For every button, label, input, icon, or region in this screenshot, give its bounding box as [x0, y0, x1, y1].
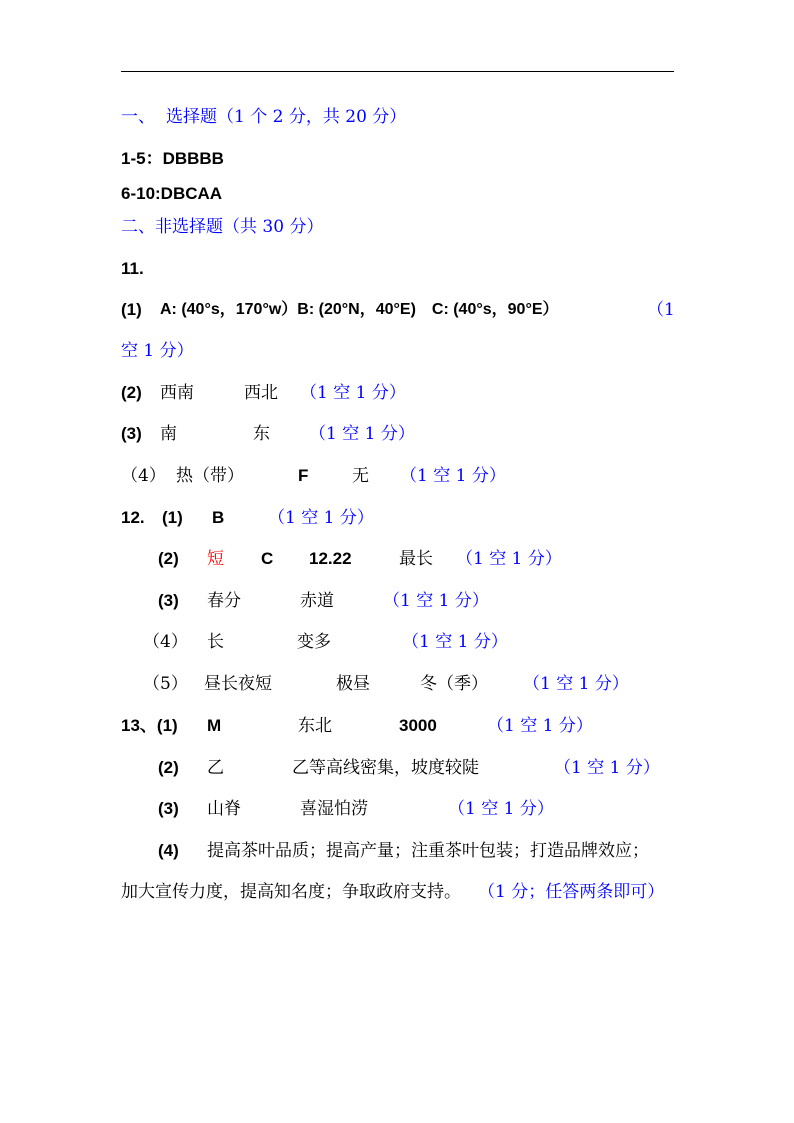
q12-p4-num: （4）	[143, 632, 188, 652]
q11-p2-num: (2)	[121, 383, 142, 402]
q11-label: 11.	[121, 259, 144, 278]
q13-p2-score: （1 空 1 分）	[554, 758, 660, 778]
q12-p2-a3: 12.22	[309, 549, 352, 568]
q11-p3-a1: 南	[160, 424, 177, 444]
q12-p5-a2: 极昼	[336, 674, 370, 694]
q13-p2-num: (2)	[158, 758, 179, 777]
q11-p4-num: （4）	[121, 466, 166, 486]
q12-p2-a2: C	[261, 549, 274, 568]
section1-title: 选择题（1 个 2 分，共 20 分）	[166, 107, 407, 127]
q12-p1-score: （1 空 1 分）	[268, 508, 374, 528]
q13-p4-num: (4)	[158, 841, 179, 860]
q12-p5-score: （1 空 1 分）	[523, 674, 629, 694]
q13-p2-a2: 乙等高线密集，坡度较陡	[292, 758, 479, 778]
q13-p3-score: （1 空 1 分）	[448, 799, 554, 819]
q11-p1-text: A: (40°s，170°w）B: (20°N，40°E) C: (40°s，90°E）	[160, 301, 559, 318]
q11-p2-a1: 西南	[160, 383, 194, 403]
q11-p2-a2: 西北	[244, 383, 278, 403]
q12-p4-a2: 变多	[297, 632, 331, 652]
section1-number: 一、	[121, 107, 155, 127]
q12-p4-a1: 长	[207, 632, 224, 652]
q12-p3-a2: 赤道	[300, 591, 334, 611]
q13-p1-score: （1 空 1 分）	[487, 716, 593, 736]
q12-p2-score: （1 空 1 分）	[456, 549, 562, 569]
q11-p2-score: （1 空 1 分）	[300, 383, 406, 403]
q12-p3-score: （1 空 1 分）	[383, 591, 489, 611]
q12-label: 12.	[121, 508, 145, 527]
q12-p1-a1: B	[212, 508, 225, 527]
q13-p1-a2: 东北	[298, 716, 332, 736]
q12-p5-a3: 冬（季）	[420, 674, 488, 694]
q11-p4-a2: F	[298, 466, 309, 485]
q13-p3-a1: 山脊	[207, 799, 241, 819]
q12-p2-num: (2)	[158, 549, 179, 568]
q13-label: 13、(1)	[121, 716, 178, 735]
q11-p1-num: (1)	[121, 300, 142, 319]
choice-line-1: 1-5：DBBBB	[121, 149, 224, 168]
q13-p2-a1: 乙	[207, 758, 224, 778]
q13-p4-text1: 提高茶叶品质；提高产量；注重茶叶包装；打造品牌效应；	[207, 841, 649, 861]
q13-p3-num: (3)	[158, 799, 179, 818]
header-rule	[121, 71, 674, 72]
q11-p4-a3: 无	[352, 466, 369, 486]
q13-p4-score: （1 分；任答两条即可）	[478, 882, 665, 902]
q13-p1-a3: 3000	[399, 716, 437, 735]
q11-p1-score-a: （1	[647, 300, 675, 320]
q12-p3-num: (3)	[158, 591, 179, 610]
q12-p5-a1: 昼长夜短	[204, 674, 272, 694]
q12-p1-num: (1)	[162, 508, 183, 527]
q13-p4-text2: 加大宣传力度，提高知名度；争取政府支持。	[121, 882, 461, 902]
q12-p5-num: （5）	[143, 674, 188, 694]
q11-p4-a1: 热（带）	[176, 466, 244, 486]
q11-p1-score-b: 空 1 分）	[121, 341, 194, 361]
choice-line-2: 6-10:DBCAA	[121, 184, 223, 203]
q13-p1-a1: M	[207, 716, 222, 735]
q12-p4-score: （1 空 1 分）	[402, 632, 508, 652]
q13-p3-a2: 喜湿怕涝	[300, 799, 368, 819]
section2-title: 二、非选择题（共 30 分）	[121, 217, 324, 237]
q11-p3-num: (3)	[121, 424, 142, 443]
q12-p3-a1: 春分	[207, 591, 241, 611]
q12-p2-a4: 最长	[399, 549, 433, 569]
q11-p4-score: （1 空 1 分）	[400, 466, 506, 486]
q12-p2-a1: 短	[207, 549, 224, 569]
q11-p3-a2: 东	[253, 424, 270, 444]
q11-p3-score: （1 空 1 分）	[309, 424, 415, 444]
